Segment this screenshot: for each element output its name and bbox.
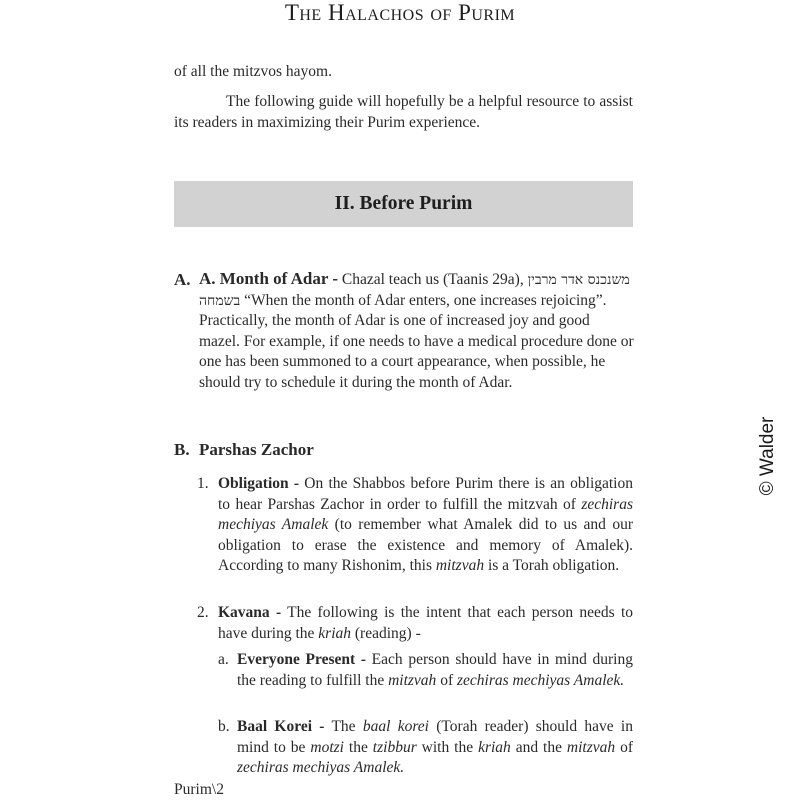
subitem-text: Each person should have in mind during the reading to fulfill the	[237, 651, 633, 689]
item-text: “When the month of Adar enters, one increases rejoicing”. Practically, the month of Adar is one of increased joy and good mazel. For example, if one needs to have a medical procedure done or one has been summoned to a court appearance, when possible, he should try to schedule it during the month of Adar.	[199, 291, 634, 391]
item-label: A.	[174, 270, 191, 289]
italic-term: zechiras mechiyas Amalek	[218, 495, 633, 533]
item-heading: Parshas Zachor	[199, 440, 314, 459]
subitem-text: (reading) -	[351, 624, 421, 642]
subitem-kavana	[218, 603, 633, 644]
section-title: II. Before Purim	[334, 193, 473, 214]
subitem-obligation	[218, 474, 633, 577]
subitem-text: (to remember what Amalek did to us and our obligation to erase the existence and memory of Amalek). According to many Rishonim, this	[218, 516, 633, 574]
subitem-text: The	[324, 718, 363, 735]
subitem-heading: Everyone Present -	[237, 651, 366, 668]
subitem-text: the	[343, 738, 373, 756]
item-parshas-zachor	[174, 440, 314, 460]
subitem-text: is a Torah obligation.	[484, 557, 620, 574]
subitem-text: On the Shabbos before Purim there is an obligation to hear Parshas Zachor in order to fulfill the mitzvah of	[218, 475, 633, 513]
subitem-text: of	[436, 671, 457, 689]
subitem-letter: a.	[218, 651, 229, 668]
subitem-baal-korei	[237, 717, 633, 779]
subitem-text: with the	[416, 738, 479, 756]
subitem-everyone-present	[237, 650, 633, 691]
intro-line: of all the mitzvos hayom.	[174, 63, 332, 80]
italic-term: baal korei	[362, 718, 429, 735]
italic-term: motzi	[310, 738, 344, 756]
section-heading	[174, 181, 633, 227]
subitem-number: 1.	[197, 475, 209, 492]
hebrew-quote: משנכנס אדר מרבין בשמחה	[199, 272, 630, 309]
italic-term: kriah	[478, 738, 511, 756]
subitem-text: and the	[510, 738, 567, 756]
item-body	[199, 269, 634, 393]
subitem-text: The following is the intent that each person needs to have during the	[218, 604, 634, 642]
item-heading: A. Month of Adar -	[199, 269, 338, 288]
subitem-text: of	[615, 738, 633, 756]
italic-term: tzibbur	[372, 738, 417, 756]
intro-paragraph: The following guide will hopefully be a helpful resource to assist its readers in maximizing their Purim experience.	[174, 93, 633, 131]
italic-term: zechiras mechiyas Amalek.	[456, 671, 625, 689]
item-text: Chazal teach us (Taanis 29a),	[338, 271, 528, 288]
italic-term: mitzvah	[435, 557, 485, 574]
italic-term: mitzvah	[388, 671, 437, 689]
copyright-watermark: © Walder	[757, 416, 778, 496]
subitem-heading: Baal Korei -	[237, 718, 325, 735]
italic-term: zechiras mechiyas Amalek.	[237, 759, 405, 776]
subitem-heading: Kavana -	[218, 604, 282, 621]
subitem-heading: Obligation -	[218, 475, 300, 492]
subitem-text: (Torah reader) should have in mind to be	[237, 718, 633, 756]
item-label: B.	[174, 440, 190, 459]
running-head: The Halachos of Purim	[284, 0, 516, 25]
subitem-number: 2.	[197, 604, 209, 621]
page-footer: Purim\2	[174, 781, 224, 798]
italic-term: mitzvah	[566, 738, 616, 756]
subitem-letter: b.	[218, 718, 230, 735]
italic-term: kriah	[318, 624, 352, 642]
